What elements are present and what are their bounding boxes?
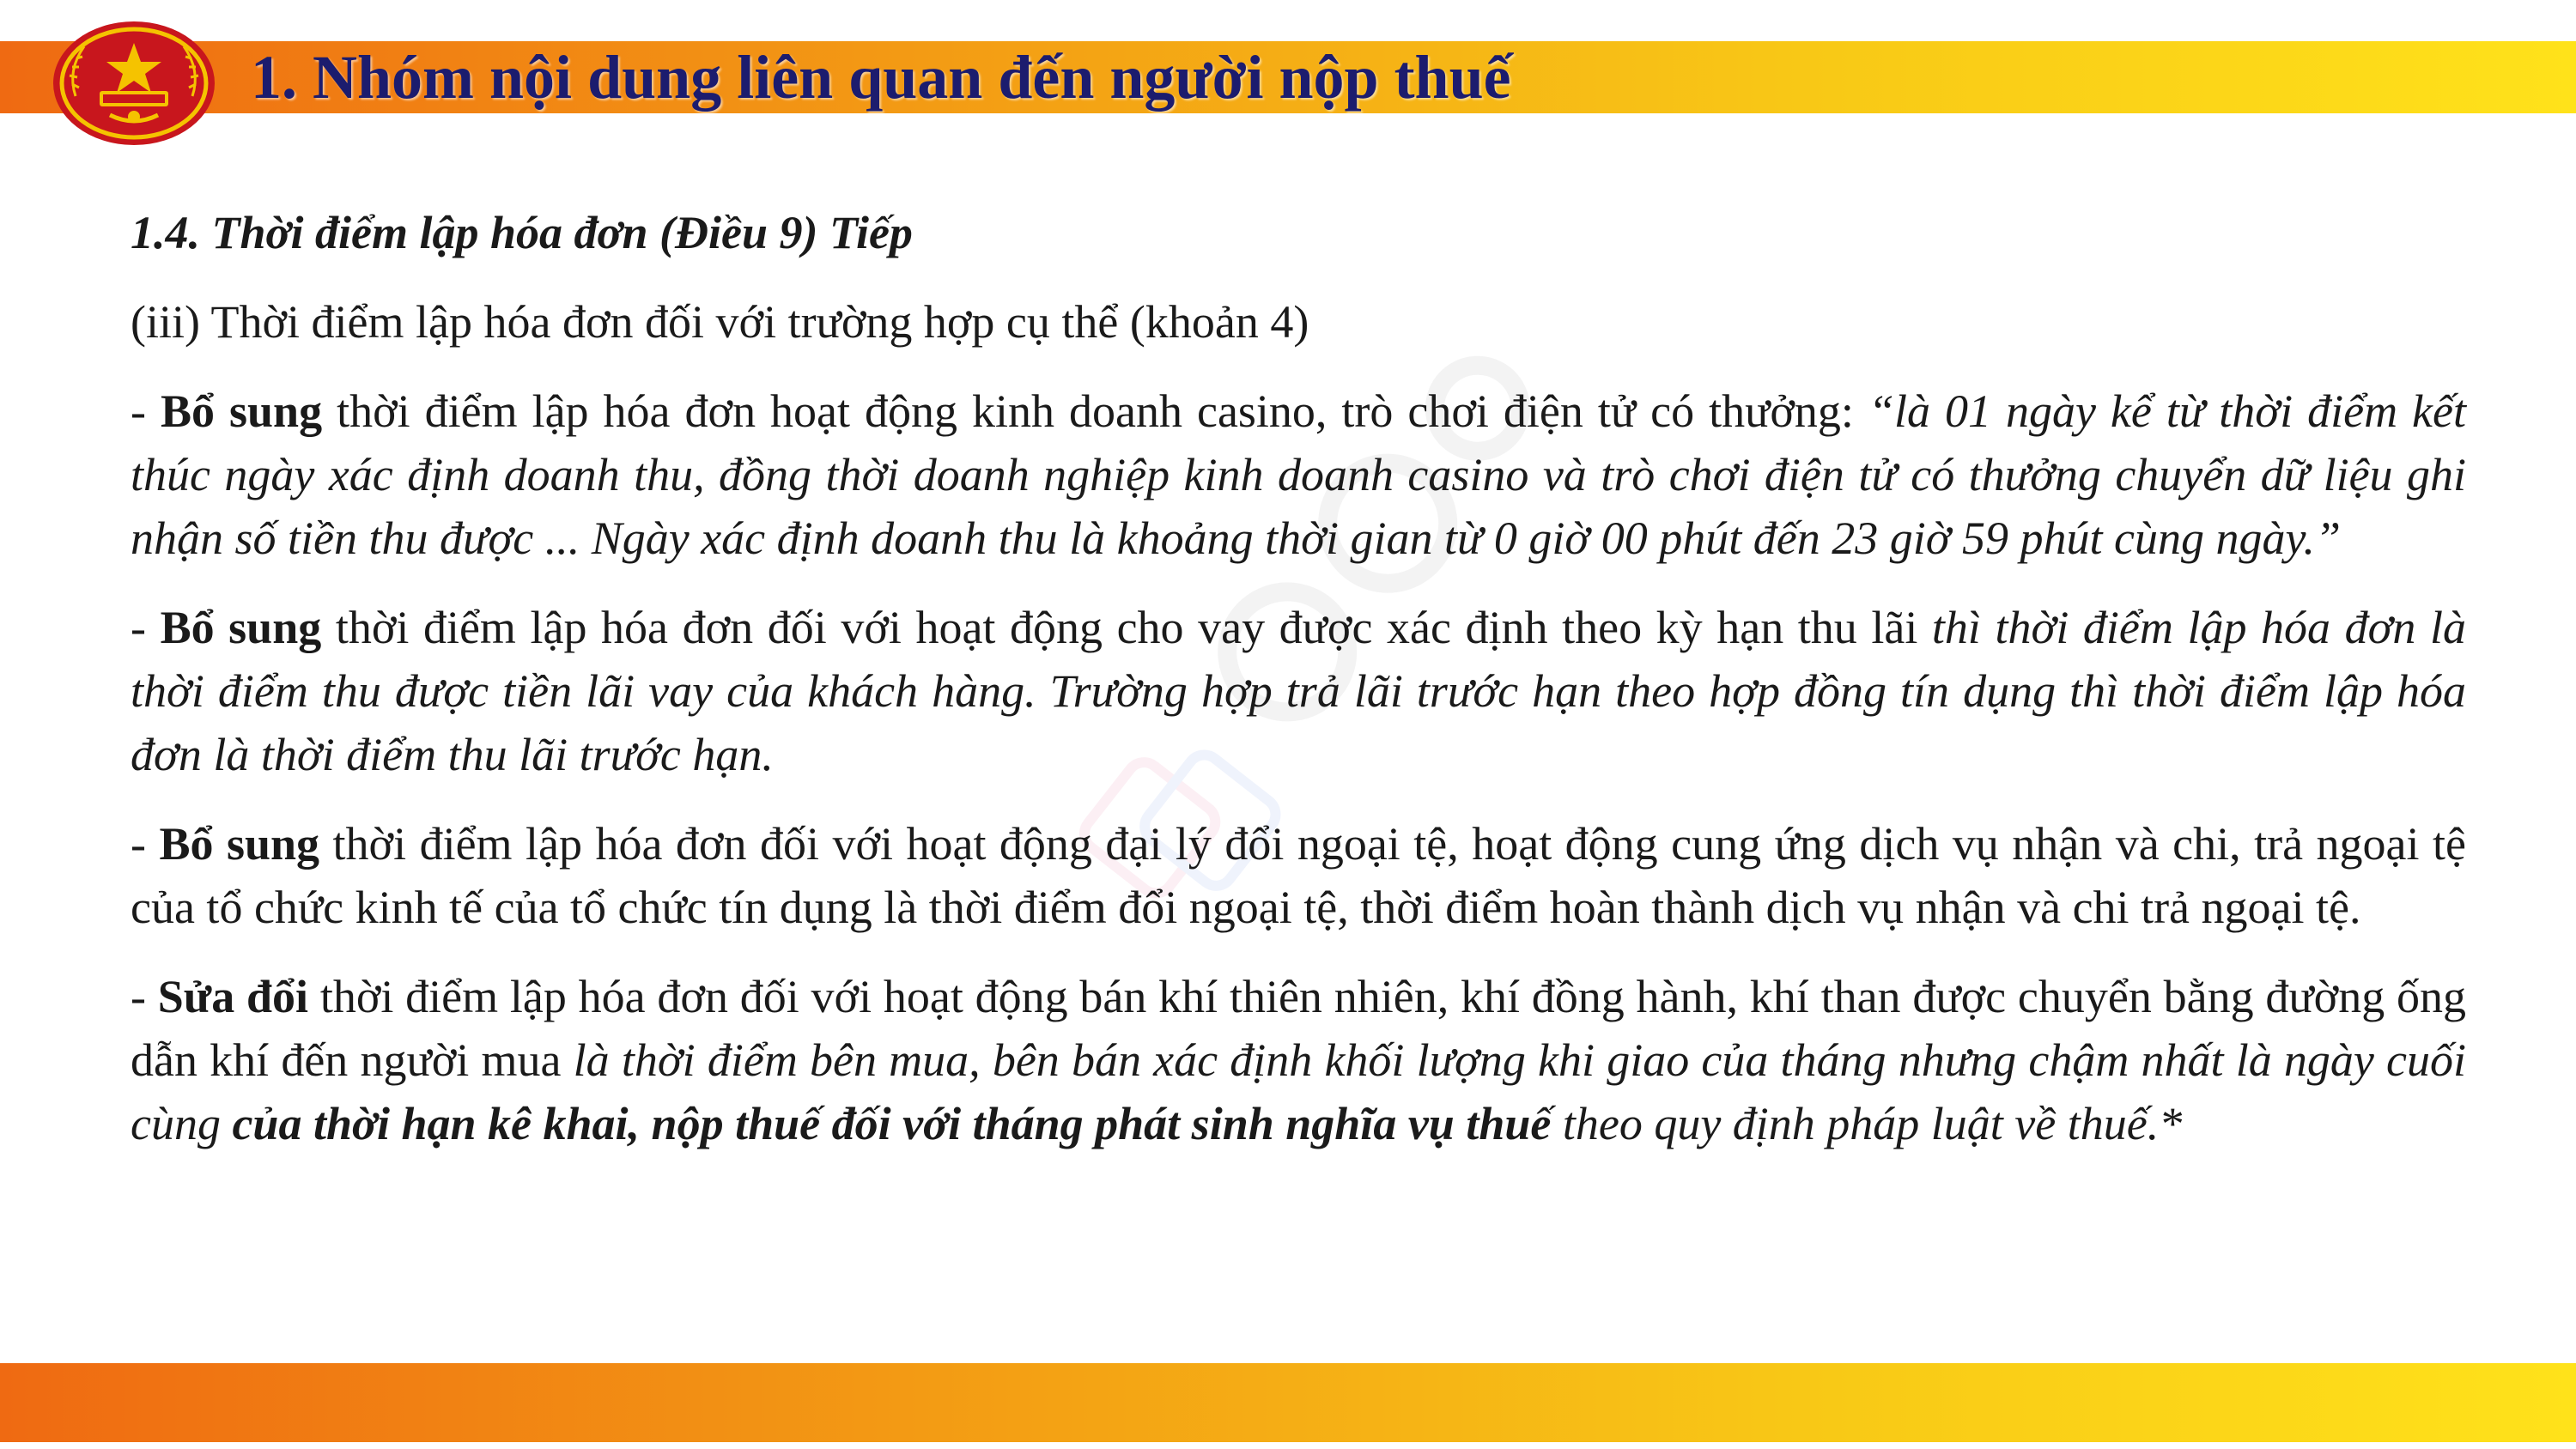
paragraph-lending (131, 596, 2466, 786)
bullet-dash: - (131, 602, 161, 653)
paragraph-text: thời điểm lập hóa đơn đối với hoạt động bán khí thiên nhiên, khí đồng hành, khí than được chuyển bằng đường ống dẫn khí đến người mua (131, 971, 2466, 1086)
bullet-dash: - (131, 971, 158, 1022)
intro-line: (iii) Thời điểm lập hóa đơn đối với trường hợp cụ thể (khoản 4) (131, 296, 1309, 348)
paragraph-keyword: Bổ sung (159, 818, 320, 870)
paragraph-text: thời điểm lập hóa đơn đối với hoạt động cho vay được xác định theo kỳ hạn thu lãi (321, 602, 1932, 653)
paragraph-keyword: Bổ sung (160, 602, 322, 653)
page-title: 1. Nhóm nội dung liên quan đến người nộp thuế (251, 43, 1511, 112)
paragraph-text: thời điểm lập hóa đơn đối với hoạt động đại lý đổi ngoại tệ, hoạt động cung ứng dịch vụ nhận và chi, trả ngoại tệ của tổ chức kinh tế của tổ chức tín dụng là thời điểm đổi ngoại tệ, thời điểm hoàn thành dịch vụ nhận và chi trả ngoại tệ. (131, 818, 2466, 933)
paragraph-keyword: Sửa đổi (157, 971, 309, 1022)
footer-bar (0, 1363, 2576, 1442)
section-subtitle: 1.4. Thời điểm lập hóa đơn (Điều 9) Tiếp (131, 207, 913, 258)
paragraph-quote: “là 01 ngày kể từ thời điểm kết thúc ngày xác định doanh thu, đồng thời doanh nghiệp kinh doanh casino và trò chơi điện tử có thưởng chuyển dữ liệu ghi nhận số tiền thu được ... Ngày xác định doanh thu là khoảng thời gian từ 0 giờ 00 phút đến 23 giờ 59 phút cùng ngày.” (131, 385, 2466, 564)
paragraph-italic: thì thời điểm lập hóa đơn là thời điểm thu được tiền lãi vay của khách hàng. Trường hợp trả lãi trước hạn theo hợp đồng tín dụng thì thời điểm lập hóa đơn là thời điểm thu lãi trước hạn. (131, 602, 2467, 780)
bullet-dash: - (131, 385, 161, 437)
paragraph-casino (131, 379, 2466, 570)
state-emblem-icon (50, 19, 218, 148)
paragraph-emphasis: của thời hạn kê khai, nộp thuế đối với tháng phát sinh nghĩa vụ thuế (232, 1098, 1552, 1149)
paragraph-keyword: Bổ sung (160, 385, 323, 437)
paragraph-foreign-currency (131, 812, 2466, 939)
slide-content (131, 201, 2466, 1155)
bullet-dash: - (131, 818, 160, 870)
paragraph-italic: là thời điểm bên mua, bên bán xác định khối lượng khi giao của tháng nhưng chậm nhất là ngày cuối cùng (131, 1034, 2466, 1149)
paragraph-natural-gas (131, 965, 2466, 1155)
paragraph-text: thời điểm lập hóa đơn hoạt động kinh doanh casino, trò chơi điện tử có thưởng: (322, 385, 1868, 437)
paragraph-italic-end: theo quy định pháp luật về thuế.* (1551, 1098, 2183, 1149)
